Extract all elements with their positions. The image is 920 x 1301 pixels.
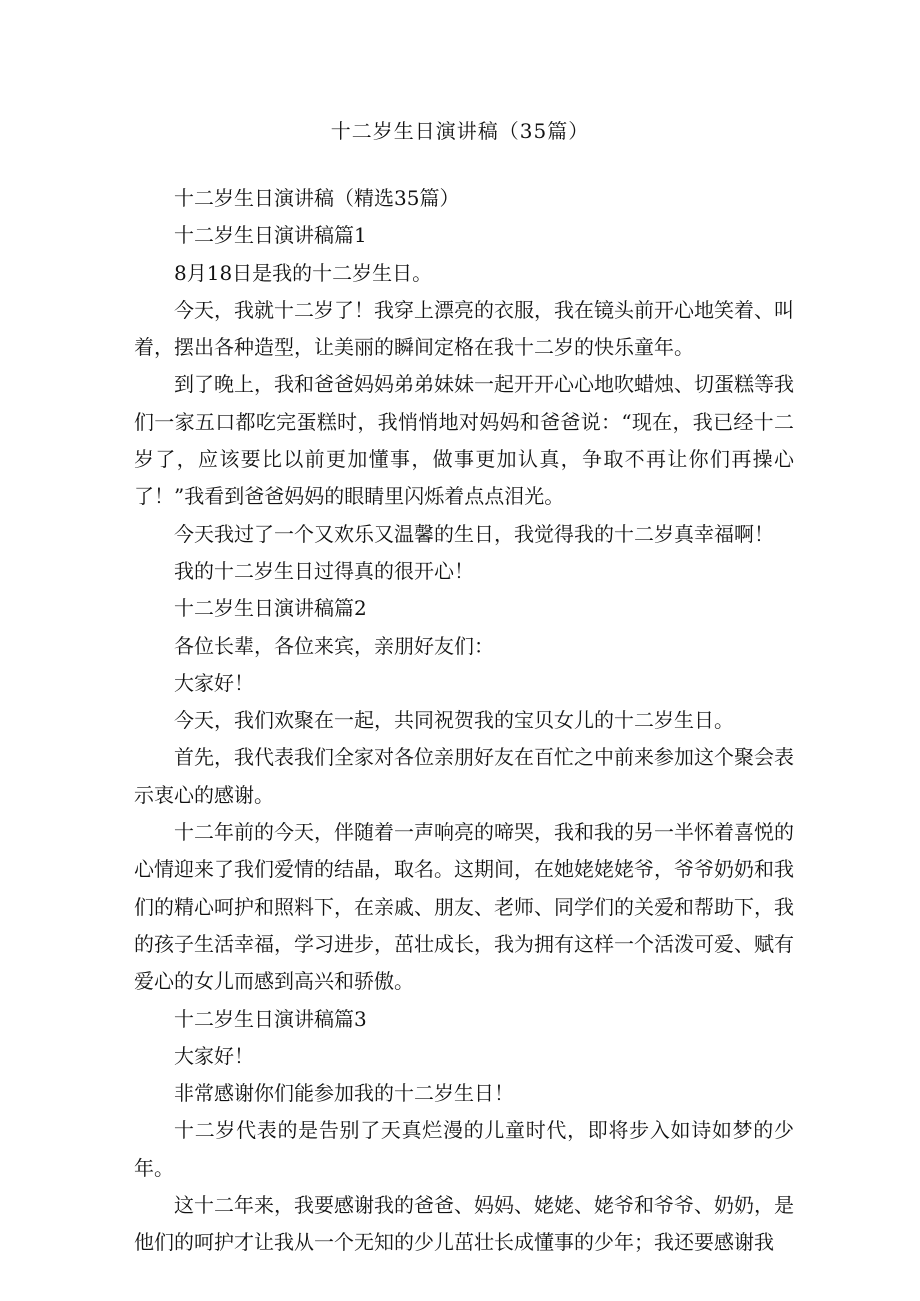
paragraph: 十二年前的今天，伴随着一声响亮的啼哭，我和我的另一半怀着喜悦的心情迎来了我们爱情的结晶，取名。这期间，在她姥姥姥爷，爷爷奶奶和我们的精心呵护和照料下，在亲戚、朋友、老师、同学们的关爱和帮助下，我的孩子生活幸福，学习进步，茁壮成长，我为拥有这样一个活泼可爱、赋有爱心的女儿而感到高兴和骄傲。 [134,820,794,994]
paragraph: 8月18日是我的十二岁生日。 [174,260,433,285]
paragraph: 到了晚上，我和爸爸妈妈弟弟妹妹一起开开心心地吹蜡烛、切蛋糕等我们一家五口都吃完蛋糕时，我悄悄地对妈妈和爸爸说：“现在，我已经十二岁了，应该要比以前更加懂事，做事更加认真，争取不再让你们再操心了！”我看到爸爸妈妈的眼睛里闪烁着点点泪光。 [134,372,794,509]
paragraph: 大家好！ [174,1043,254,1068]
paragraph: 首先，我代表我们全家对各位亲朋好友在百忙之中前来参加这个聚会表示衷心的感谢。 [134,745,794,807]
paragraph: 今天，我们欢聚在一起，共同祝贺我的宝贝女儿的十二岁生日。 [174,708,734,733]
paragraph: 今天我过了一个又欢乐又温馨的生日，我觉得我的十二岁真幸福啊！ [174,521,774,546]
paragraph: 非常感谢你们能参加我的十二岁生日！ [174,1081,514,1106]
paragraph: 十二岁生日演讲稿（精选35篇） [174,186,460,210]
document-title: 十二岁生日演讲稿（35篇） [330,119,590,143]
section-heading: 十二岁生日演讲稿篇2 [174,596,367,621]
section-heading: 十二岁生日演讲稿篇3 [174,1006,367,1031]
paragraph: 十二岁代表的是告别了天真烂漫的儿童时代，即将步入如诗如梦的少年。 [134,1118,794,1180]
section-heading: 十二岁生日演讲稿篇1 [174,223,367,248]
document-body [134,180,794,1262]
paragraph: 今天，我就十二岁了！我穿上漂亮的衣服，我在镜头前开心地笑着、叫着，摆出各种造型，让美丽的瞬间定格在我十二岁的快乐童年。 [134,297,794,360]
paragraph: 各位长辈，各位来宾，亲朋好友们： [174,633,494,658]
paragraph: 这十二年来，我要感谢我的爸爸、妈妈、姥姥、姥爷和爷爷、奶奶，是他们的呵护才让我从一个无知的少儿茁壮长成懂事的少年；我还要感谢我 [134,1193,794,1255]
paragraph: 大家好！ [174,670,254,695]
paragraph: 我的十二岁生日过得真的很开心！ [174,558,474,583]
